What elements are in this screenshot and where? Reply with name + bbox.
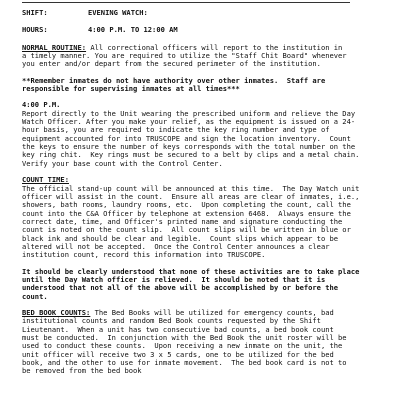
understood-line-0: It should be clearly understood that none of these activities are to take place [22,266,360,276]
document-page [22,0,392,376]
count-time-section [22,176,392,259]
remember-line-1: responsible for supervising inmates at all times*** [22,84,240,94]
count-time-line-7: altered will not be accepted. Once the Control Center announces a clear [22,241,330,251]
remember-note [22,77,392,94]
bed-book-line-1: institutional counts and random Bed Book counts requested by the Shift [22,316,321,326]
normal-routine-line-2: you enter and/or depart from the secured perimeter of the institution. [22,59,321,69]
hours-row [22,26,392,34]
time-4pm-line-1: Watch Officer. After you make your relief, as the equipment is issued on a 24- [22,117,356,127]
normal-routine-heading: NORMAL ROUTINE: [22,42,87,52]
bed-book-line-2: Lieutenant. When a unit has two consecutive bad counts, a bed book count [22,324,334,334]
bed-book-line-7: be removed from the bed book [22,366,142,376]
count-time-line-3: count into the C&A Officer by telephone at extension 6468. Always ensure the [22,208,351,218]
bed-book-section [22,309,392,376]
count-time-line-8: institution count, record this information into TRUSCOPE. [22,250,266,260]
time-4pm-line-5: key ring chit. Key rings must be secured to a belt by clips and a metal chain. [22,150,360,160]
count-time-heading: COUNT TIME: [22,175,69,185]
time-4pm-line-4: the keys to ensure the number of keys corresponds with the total number on the [22,142,356,152]
bed-book-line-3: must be conducted. In conjunction with the Bed Book the unit roster will be [22,333,347,342]
count-time-line-2: showers, bath rooms, laundry rooms, etc. Upon completing the count, call the [22,200,351,210]
normal-routine-section [22,44,392,69]
remember-line-0: **Remember inmates do not have authority over other inmates. Staff are [22,75,326,85]
normal-routine-line-0: All correctional officers will report to the institution in [86,42,343,52]
hours-label: HOURS: [22,25,48,35]
time-4pm-line-0: Report directly to the Unit wearing the prescribed uniform and relieve the Day [22,108,356,118]
bed-book-line-5: unit officer will receive two 3 x 5 cards, one to be utilized for the bed [22,349,334,359]
time-4pm-line-6: Verify your base count with the Control Center. [22,158,223,168]
bed-book-line-0: The Bed Books will be utilized for emergency counts, bad [90,307,334,317]
hours-value: 4:00 P.M. TO 12:00 AM [88,25,178,35]
bed-book-line-6: book, and the other to use for inmate movement. The bed book card is not to [22,358,347,368]
understood-line-2: understood that not all of the above will be accomplished by or before the [22,283,339,293]
shift-row [22,9,392,17]
count-time-line-1: officer will assist in the count. Ensure all areas are clear of inmates, i.e., [22,191,360,201]
understood-line-3: count. [22,291,48,301]
shift-value: EVENING WATCH: [88,8,148,17]
understood-note [22,268,392,301]
count-time-line-4: correct date, time, and Officer's printed name and signature conducting the [22,216,343,226]
count-time-line-6: black ink and should be clear and legible. Count slips which appear to be [22,233,339,243]
shift-label: SHIFT: [22,8,48,17]
time-4pm-heading: 4:00 P.M. [22,100,61,110]
normal-routine-line-1: a timely manner. You are required to utilize the "Staff Chit Board" whenever [22,51,347,61]
time-4pm-section [22,101,392,168]
count-time-line-5: count is noted on the count slip. All count slips will be written in blue or [22,225,351,235]
time-4pm-line-3: equipment accounted for into TRUSCOPE and sign the location inventory. Count [22,133,351,143]
bed-book-line-4: used to conduct these counts. Upon receiving a new inmate on the unit, the [22,341,343,351]
count-time-line-0: The official stand-up count will be announced at this time. The Day Watch unit [22,183,360,193]
understood-line-1: until the Day Watch officer is relieved. It should be noted that it is [22,274,326,284]
bed-book-heading: BED BOOK COUNTS: [22,307,91,317]
time-4pm-line-2: hour basis, you are required to indicate the key ring number and type of [22,125,330,135]
